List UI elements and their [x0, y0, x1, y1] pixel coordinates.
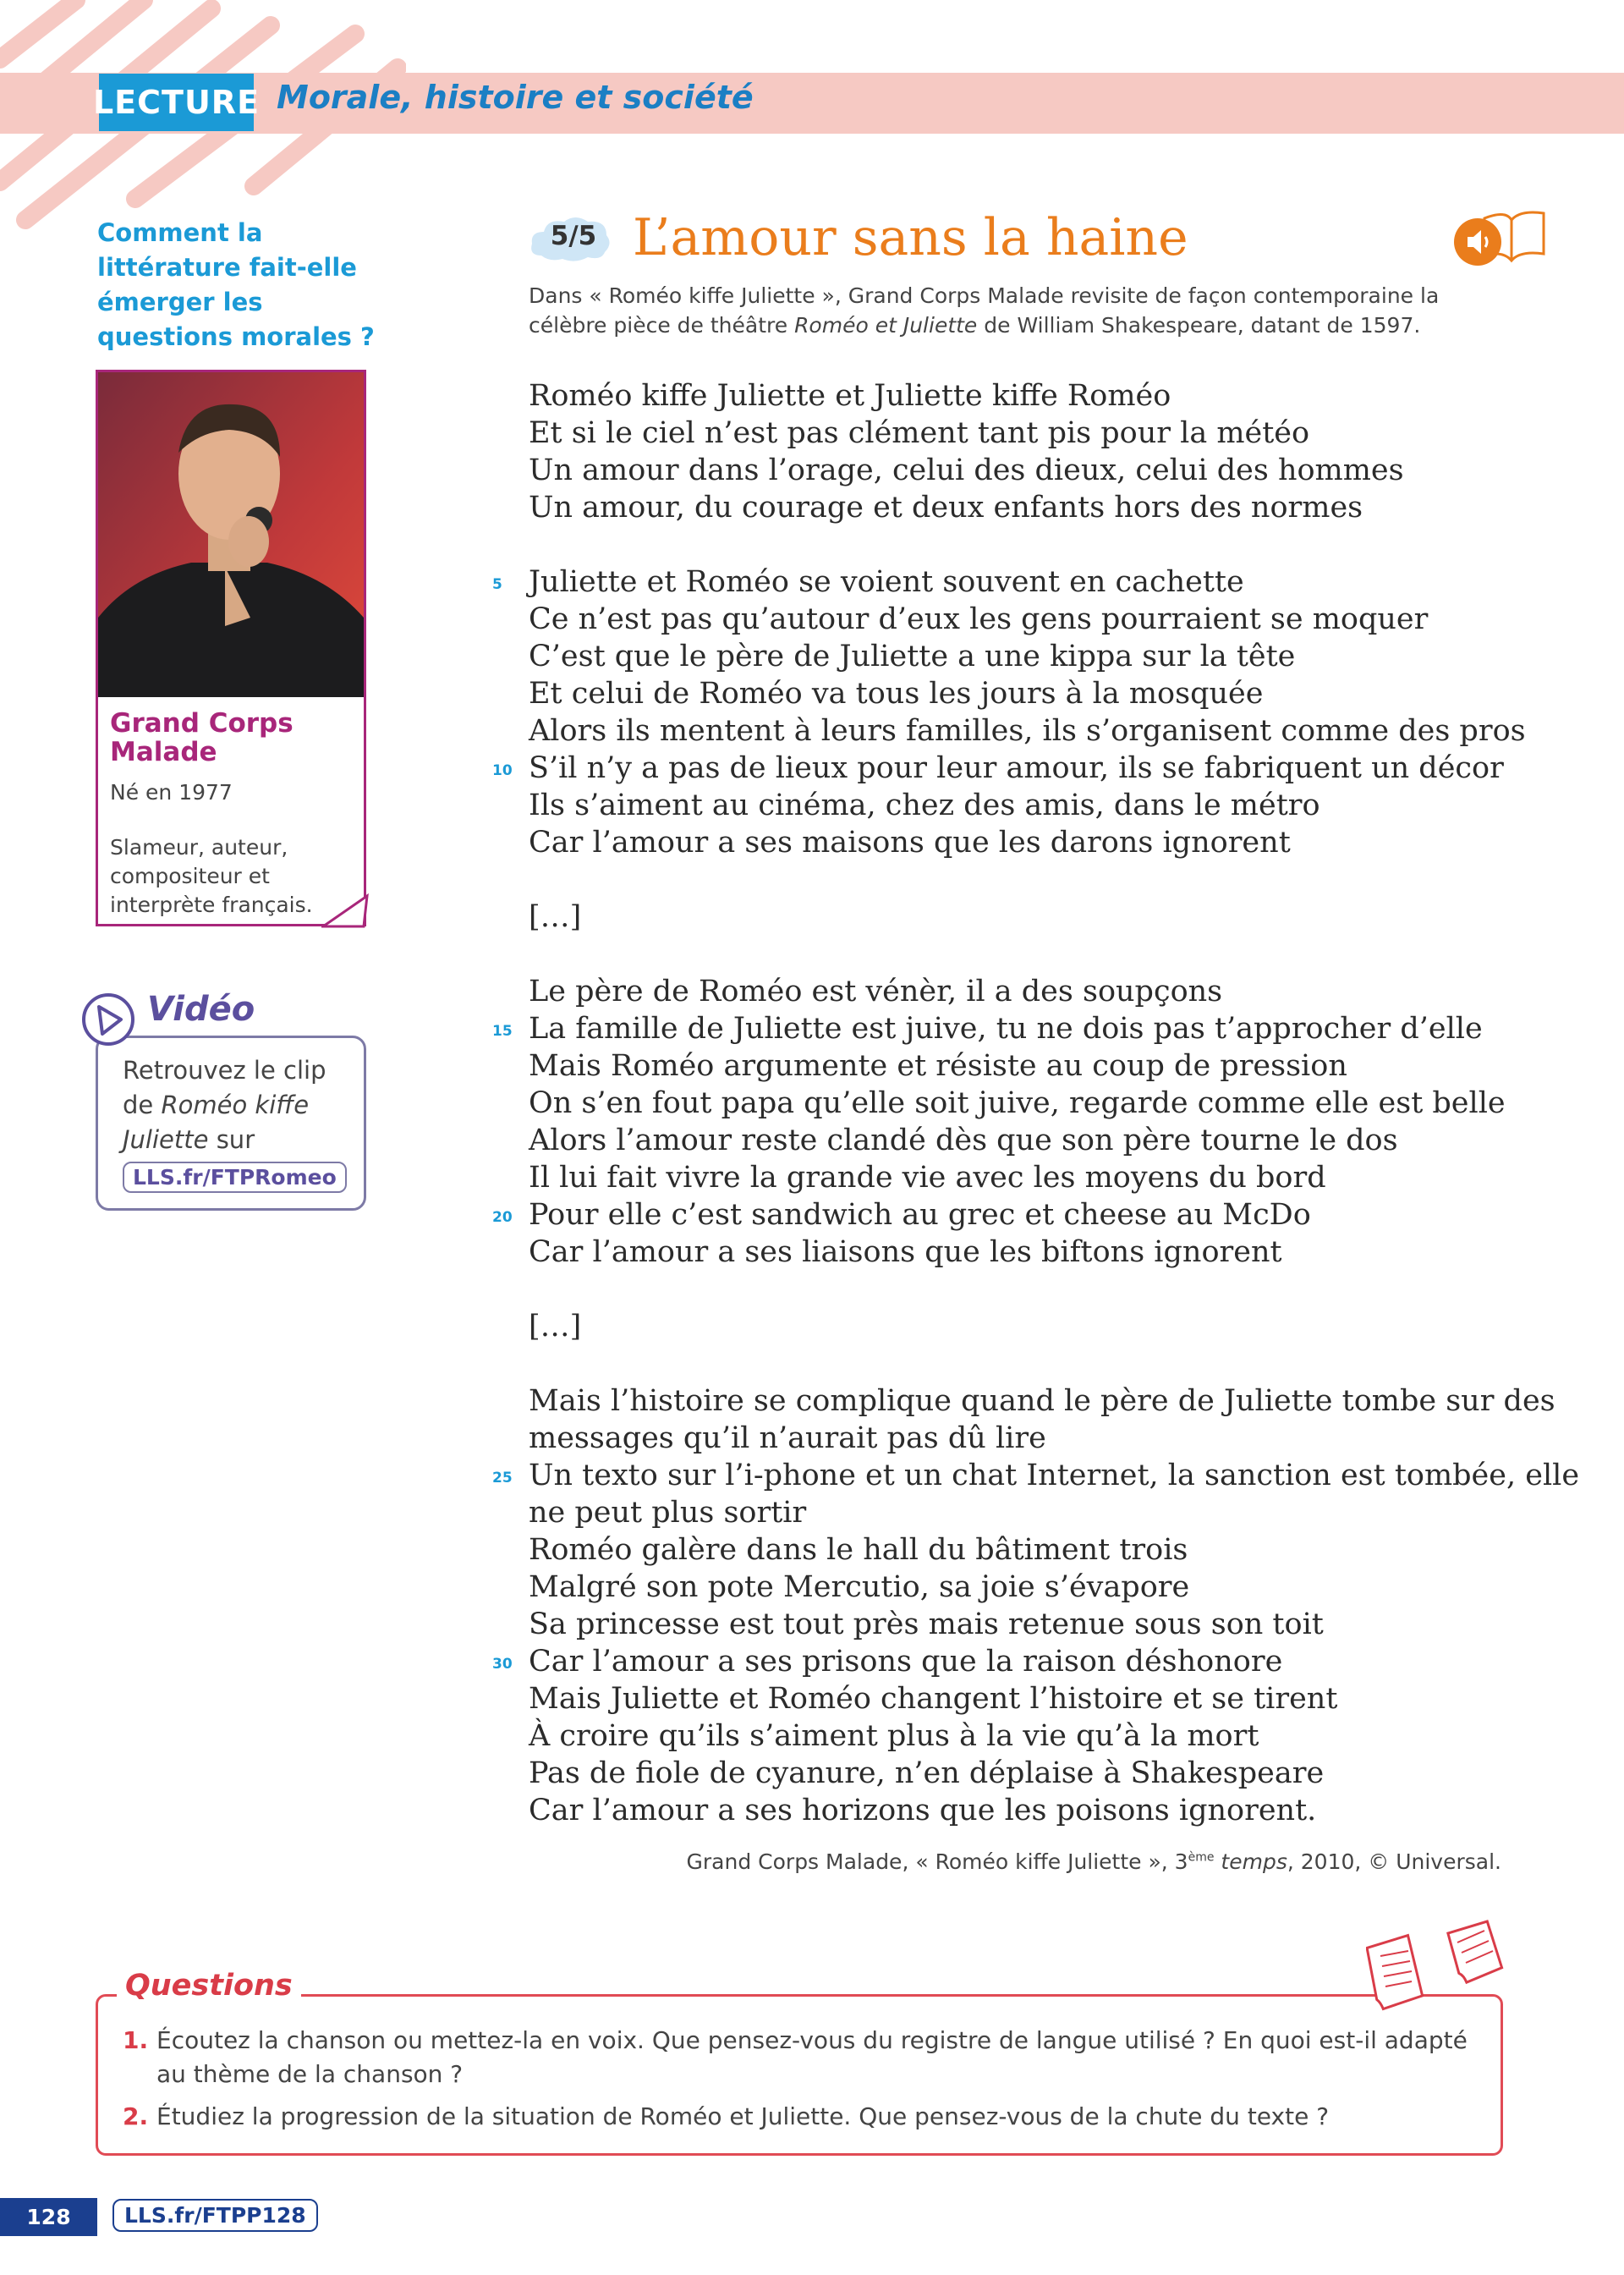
- video-text-pre: Retrouvez le clip de: [123, 1056, 326, 1119]
- guiding-question: Comment la littérature fait-elle émerger les questions morales ?: [97, 218, 375, 351]
- video-text: [123, 1053, 351, 1157]
- poem-line: Un amour, du courage et deux enfants hors des normes: [529, 491, 1363, 525]
- poem-line: Mais Juliette et Roméo changent l’histoire et se tirent: [529, 1682, 1338, 1716]
- questions-title: Questions: [117, 1969, 301, 2003]
- source-pre: Grand Corps Malade, « Roméo kiffe Juliette », 3: [686, 1849, 1188, 1874]
- poem-line: On s’en fout papa qu’elle soit juive, regarde comme elle est belle: [529, 1086, 1506, 1120]
- intro-pre: Dans « Roméo kiffe Juliette », Grand Corps Malade revisite de façon contemporaine la célèbre pièce de théâtre: [529, 283, 1440, 338]
- line-number: 10: [492, 762, 513, 779]
- poem-line: Car l’amour a ses horizons que les poisons ignorent.: [529, 1794, 1317, 1827]
- poem-line: Pas de fiole de cyanure, n’en déplaise à Shakespeare: [529, 1756, 1325, 1790]
- question-item: [123, 2100, 1476, 2134]
- poem-line: Car l’amour a ses liaisons que les biftons ignorent: [529, 1235, 1282, 1269]
- intro-text: [529, 281, 1510, 340]
- author-description: Slameur, auteur, compositeur et interprète français.: [110, 835, 313, 917]
- poem-line: Car l’amour a ses prisons que la raison déshonore: [529, 1645, 1283, 1679]
- poem-line: Mais Roméo argumente et résiste au coup de pression: [529, 1049, 1347, 1083]
- page-curl-icon: [321, 893, 369, 928]
- poem-line: […]: [529, 1310, 582, 1344]
- poem-line: Il lui fait vivre la grande vie avec les moyens du bord: [529, 1161, 1326, 1195]
- intro-work-title: Roméo et Juliette: [794, 313, 978, 338]
- poem-line: Alors l’amour reste clandé dès que son père tourne le dos: [529, 1124, 1398, 1157]
- section-tag: LECTURE: [99, 74, 254, 131]
- poem-line: Pour elle c’est sandwich au grec et cheese au McDo: [529, 1198, 1311, 1232]
- question-number: 1.: [123, 2026, 149, 2054]
- poem-line: messages qu’il n’aurait pas dû lire: [529, 1421, 1046, 1455]
- poem-line: Un amour dans l’orage, celui des dieux, celui des hommes: [529, 453, 1404, 487]
- line-number: 25: [492, 1470, 513, 1486]
- video-link[interactable]: LLS.fr/FTPRomeo: [123, 1162, 347, 1193]
- questions-list: [123, 2024, 1476, 2142]
- video-song-title: Roméo kiffe Juliette: [123, 1091, 310, 1154]
- poem-line: Ce n’est pas qu’autour d’eux les gens pourraient se moquer: [529, 602, 1429, 636]
- question-number: 2.: [123, 2102, 149, 2130]
- source-post: , 2010, © Universal.: [1287, 1849, 1501, 1874]
- poem-line: Mais l’histoire se complique quand le père de Juliette tombe sur des: [529, 1384, 1555, 1418]
- source-sup: ème: [1188, 1850, 1215, 1865]
- question-item: [123, 2024, 1476, 2091]
- poem-line: Un texto sur l’i-phone et un chat Internet, la sanction est tombée, elle: [529, 1459, 1580, 1492]
- papers-icon: [1366, 1919, 1510, 2012]
- reading-badge: 5/5: [550, 221, 597, 251]
- poem-line: À croire qu’ils s’aiment plus à la vie qu’à la mort: [529, 1719, 1259, 1753]
- poem-line: Malgré son pote Mercutio, sa joie s’évapore: [529, 1570, 1190, 1604]
- line-number: 5: [492, 576, 502, 593]
- source-citation: [529, 1849, 1501, 1874]
- poem-line: Et si le ciel n’est pas clément tant pis pour la météo: [529, 416, 1310, 450]
- page-number: 128: [0, 2198, 97, 2236]
- line-number: 15: [492, 1023, 513, 1040]
- poem-line: Et celui de Roméo va tous les jours à la mosquée: [529, 677, 1264, 711]
- poem-line: C’est que le père de Juliette a une kippa sur la tête: [529, 640, 1296, 673]
- poem-line: Car l’amour a ses maisons que les darons ignorent: [529, 826, 1291, 860]
- section-subtitle: Morale, histoire et société: [277, 79, 754, 116]
- poem-line: ne peut plus sortir: [529, 1496, 807, 1530]
- video-title: Vidéo: [142, 990, 260, 1029]
- footer-link[interactable]: LLS.fr/FTPP128: [112, 2199, 318, 2232]
- poem-line: Roméo kiffe Juliette et Juliette kiffe Roméo: [529, 379, 1171, 413]
- line-number: 30: [492, 1656, 513, 1673]
- author-photo: [98, 372, 364, 697]
- poem-line: […]: [529, 900, 582, 934]
- line-number: 20: [492, 1209, 513, 1226]
- intro-post: de William Shakespeare, datant de 1597.: [977, 313, 1421, 338]
- question-text: Étudiez la progression de la situation de Roméo et Juliette. Que pensez-vous de la chute du texte ?: [156, 2102, 1330, 2130]
- poem-line: S’il n’y a pas de lieux pour leur amour, ils se fabriquent un décor: [529, 751, 1504, 785]
- author-name: Grand Corps Malade: [110, 708, 294, 767]
- poem-line: La famille de Juliette est juive, tu ne dois pas t’approcher d’elle: [529, 1012, 1483, 1046]
- page-title: L’amour sans la haine: [633, 208, 1188, 267]
- poem-line: Ils s’aiment au cinéma, chez des amis, dans le métro: [529, 789, 1320, 822]
- poem-line: Roméo galère dans le hall du bâtiment trois: [529, 1533, 1188, 1567]
- poem-line: Juliette et Roméo se voient souvent en cachette: [529, 565, 1244, 599]
- video-text-post: sur: [208, 1125, 255, 1154]
- play-icon[interactable]: [80, 992, 136, 1047]
- question-text: Écoutez la chanson ou mettez-la en voix. Que pensez-vous du registre de langue utilisé ? En quoi est-il adapté au thème de la chanson ?: [156, 2026, 1468, 2088]
- poem-line: Le père de Roméo est vénèr, il a des soupçons: [529, 975, 1223, 1008]
- source-italic: temps: [1214, 1849, 1287, 1874]
- poem-line: Alors ils mentent à leurs familles, ils s’organisent comme des pros: [529, 714, 1526, 748]
- poem-line: Sa princesse est tout près mais retenue sous son toit: [529, 1607, 1324, 1641]
- audio-book-icon[interactable]: [1451, 201, 1552, 269]
- author-born: Né en 1977: [110, 780, 233, 805]
